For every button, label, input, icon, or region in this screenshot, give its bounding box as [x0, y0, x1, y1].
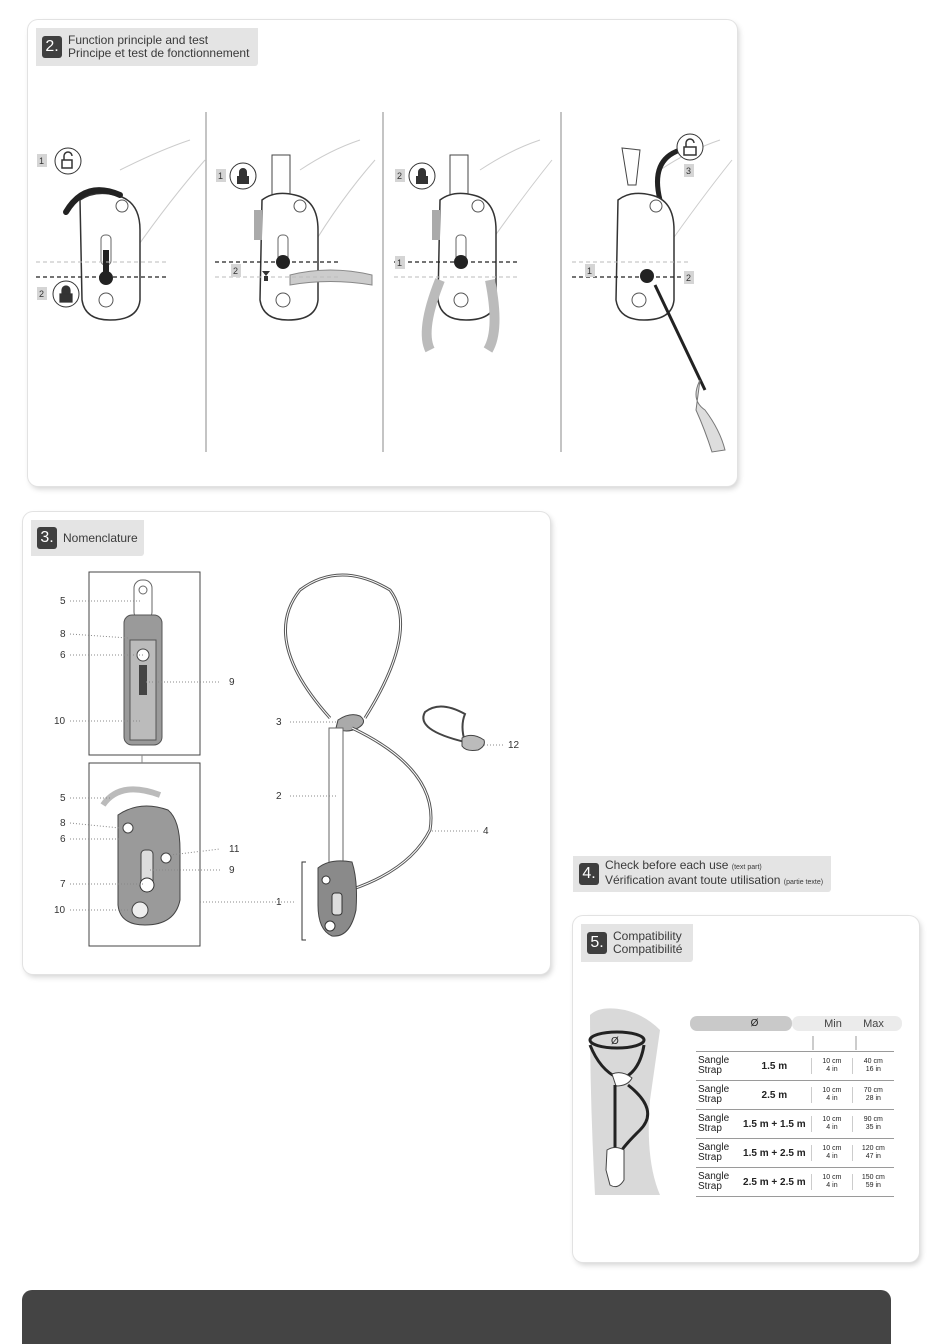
strap-type-en: Sangle	[698, 1084, 730, 1095]
label-8: 8	[60, 629, 66, 640]
compat-rows	[696, 1052, 894, 1197]
section-2-title-en: Function principle and test	[68, 33, 209, 47]
strap-type-fr: Strap	[698, 1094, 722, 1105]
label-2: 2	[276, 791, 282, 802]
strap-type	[696, 1143, 737, 1163]
max-in: 16 in	[865, 1066, 881, 1073]
min-cm: 10 cm	[822, 1174, 842, 1181]
footer-bar	[22, 1290, 891, 1344]
strap-length: 2.5 m + 2.5 m	[743, 1176, 806, 1188]
label-7: 7	[60, 879, 66, 890]
max-in: 35 in	[865, 1124, 881, 1131]
label-10: 10	[54, 905, 66, 916]
min-diameter	[811, 1116, 851, 1132]
section-2-title-fr: Principe et test de fonctionnement	[68, 46, 250, 60]
max-diameter	[852, 1116, 894, 1132]
col-diameter: Ø	[750, 1018, 759, 1029]
label-4: 4	[483, 826, 489, 837]
strap-type	[696, 1085, 737, 1105]
strap-type-fr: Strap	[698, 1181, 722, 1192]
min-in: 4 in	[826, 1182, 838, 1189]
step-label: 1	[218, 171, 224, 181]
min-diameter	[811, 1087, 851, 1103]
strap-length: 1.5 m	[761, 1060, 788, 1072]
step-label: 3	[686, 166, 692, 176]
label-8: 8	[60, 818, 66, 829]
section-5-title-en: Compatibility	[613, 929, 682, 943]
label-11: 11	[229, 844, 240, 855]
section-4-title-en-note: (text part)	[731, 864, 762, 871]
section-4-title-fr: Vérification avant toute utilisation	[605, 873, 781, 887]
max-cm: 150 cm	[861, 1174, 885, 1181]
label-5: 5	[60, 793, 66, 804]
step-label: 1	[39, 156, 45, 166]
compat-row	[696, 1052, 894, 1081]
label-3: 3	[276, 717, 282, 728]
min-cm: 10 cm	[822, 1145, 842, 1152]
label-6: 6	[60, 834, 66, 845]
strap-type-fr: Strap	[698, 1123, 722, 1134]
max-diameter	[852, 1058, 894, 1074]
label-9: 9	[229, 865, 235, 876]
compat-row	[696, 1168, 894, 1197]
section-3-number: 3.	[37, 527, 57, 549]
section-3-title: Nomenclature	[63, 530, 138, 545]
min-cm: 10 cm	[822, 1116, 842, 1123]
compat-header-row	[696, 1016, 894, 1031]
step-label: 2	[686, 273, 692, 283]
min-in: 4 in	[826, 1153, 838, 1160]
min-diameter	[811, 1058, 851, 1074]
strap-type-en: Sangle	[698, 1142, 730, 1153]
step-label: 1	[587, 266, 593, 276]
strap-length: 1.5 m + 2.5 m	[743, 1147, 806, 1159]
step-label: 2	[397, 171, 403, 181]
section-5-title-fr: Compatibilité	[613, 942, 683, 956]
max-in: 28 in	[865, 1095, 881, 1102]
section-5-number: 5.	[587, 932, 607, 954]
min-in: 4 in	[826, 1095, 838, 1102]
diameter-symbol: Ø	[611, 1036, 619, 1047]
max-in: 59 in	[865, 1182, 881, 1189]
section-4-title-en: Check before each use	[605, 858, 729, 872]
label-5: 5	[60, 596, 66, 607]
max-cm: 70 cm	[863, 1087, 883, 1094]
col-max: Max	[863, 1017, 884, 1030]
strap-type	[696, 1114, 737, 1134]
strap-type	[696, 1172, 737, 1192]
section-4-title-fr-note: (partie texte)	[783, 879, 824, 886]
strap-type-en: Sangle	[698, 1055, 730, 1066]
label-12: 12	[508, 740, 520, 751]
compatibility-table	[696, 1016, 894, 1052]
max-cm: 90 cm	[863, 1116, 883, 1123]
label-6: 6	[60, 650, 66, 661]
strap-type-en: Sangle	[698, 1113, 730, 1124]
section-2-number: 2.	[42, 36, 62, 58]
strap-type-fr: Strap	[698, 1152, 722, 1163]
col-min: Min	[824, 1017, 842, 1030]
step-label: 1	[397, 258, 403, 268]
min-cm: 10 cm	[822, 1058, 842, 1065]
label-9: 9	[229, 677, 235, 688]
max-cm: 40 cm	[863, 1058, 883, 1065]
section-4-number: 4.	[579, 863, 599, 885]
compat-row	[696, 1081, 894, 1110]
max-cm: 120 cm	[861, 1145, 885, 1152]
max-diameter	[852, 1145, 894, 1161]
strap-type-fr: Strap	[698, 1065, 722, 1076]
max-in: 47 in	[865, 1153, 881, 1160]
step-label: 2	[233, 266, 239, 276]
min-in: 4 in	[826, 1124, 838, 1131]
min-diameter	[811, 1174, 851, 1190]
strap-length: 2.5 m	[761, 1089, 788, 1101]
label-10: 10	[54, 716, 66, 727]
min-in: 4 in	[826, 1066, 838, 1073]
min-cm: 10 cm	[822, 1087, 842, 1094]
label-1: 1	[276, 897, 282, 908]
min-diameter	[811, 1145, 851, 1161]
compat-row	[696, 1110, 894, 1139]
compat-row	[696, 1139, 894, 1168]
strap-length: 1.5 m + 1.5 m	[743, 1118, 806, 1130]
strap-type	[696, 1056, 737, 1076]
strap-type-en: Sangle	[698, 1171, 730, 1182]
max-diameter	[852, 1174, 894, 1190]
max-diameter	[852, 1087, 894, 1103]
step-label: 2	[39, 289, 45, 299]
